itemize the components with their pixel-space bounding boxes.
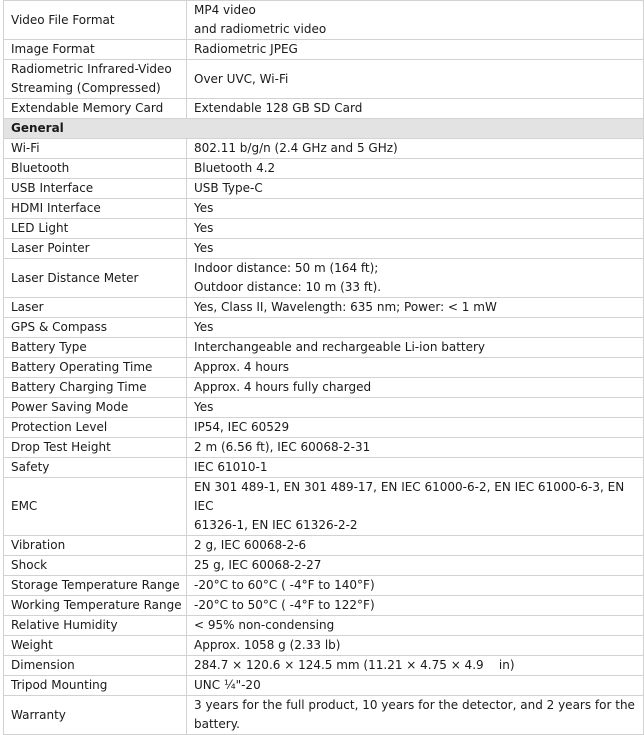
spec-label: Video File Format — [4, 1, 187, 40]
spec-label: Warranty — [4, 696, 187, 735]
spec-value-line: Outdoor distance: 10 m (33 ft). — [194, 280, 382, 294]
spec-label: Battery Type — [4, 338, 187, 358]
spec-value: -20°C to 50°C ( -4°F to 122°F) — [187, 596, 644, 616]
spec-label: LED Light — [4, 219, 187, 239]
spec-value: 284.7 × 120.6 × 124.5 mm (11.21 × 4.75 × 4.9 in) — [187, 656, 644, 676]
spec-label: Power Saving Mode — [4, 398, 187, 418]
spec-table-body — [4, 1, 644, 735]
spec-value: < 95% non-condensing — [187, 616, 644, 636]
spec-row-image-format — [4, 40, 644, 60]
spec-label: Relative Humidity — [4, 616, 187, 636]
spec-value-line: 61326-1, EN IEC 61326-2-2 — [194, 518, 358, 532]
spec-value: UNC ¼"-20 — [187, 676, 644, 696]
spec-row-weight — [4, 636, 644, 656]
spec-label: Working Temperature Range — [4, 596, 187, 616]
spec-label: Laser — [4, 298, 187, 318]
spec-value: Approx. 4 hours fully charged — [187, 378, 644, 398]
spec-value: 25 g, IEC 60068-2-27 — [187, 556, 644, 576]
spec-row-hdmi — [4, 199, 644, 219]
spec-value: 802.11 b/g/n (2.4 GHz and 5 GHz) — [187, 139, 644, 159]
spec-row-drop-test-height — [4, 438, 644, 458]
spec-row-battery-type — [4, 338, 644, 358]
spec-label: Image Format — [4, 40, 187, 60]
spec-value-line: Indoor distance: 50 m (164 ft); — [194, 261, 379, 275]
spec-row-radiometric-streaming — [4, 60, 644, 99]
spec-row-dimension — [4, 656, 644, 676]
spec-row-power-saving-mode — [4, 398, 644, 418]
spec-label: Laser Pointer — [4, 239, 187, 259]
spec-label-line: Radiometric Infrared-Video — [11, 62, 172, 76]
spec-label-line: Streaming (Compressed) — [11, 81, 161, 95]
spec-label: Storage Temperature Range — [4, 576, 187, 596]
spec-value: 2 g, IEC 60068-2-6 — [187, 536, 644, 556]
spec-value: Approx. 1058 g (2.33 lb) — [187, 636, 644, 656]
spec-value: Yes — [187, 398, 644, 418]
spec-row-vibration — [4, 536, 644, 556]
spec-label — [4, 60, 187, 99]
spec-value-line: MP4 video — [194, 3, 256, 17]
spec-value: Approx. 4 hours — [187, 358, 644, 378]
spec-row-working-temperature — [4, 596, 644, 616]
spec-value: USB Type-C — [187, 179, 644, 199]
spec-value: IP54, IEC 60529 — [187, 418, 644, 438]
spec-value: Over UVC, Wi-Fi — [187, 60, 644, 99]
spec-value — [187, 478, 644, 536]
spec-label: Bluetooth — [4, 159, 187, 179]
spec-label: Extendable Memory Card — [4, 99, 187, 119]
spec-row-storage-temperature — [4, 576, 644, 596]
spec-row-battery-operating-time — [4, 358, 644, 378]
section-header-general — [4, 119, 644, 139]
spec-label: Weight — [4, 636, 187, 656]
spec-label: Drop Test Height — [4, 438, 187, 458]
spec-label: Battery Operating Time — [4, 358, 187, 378]
spec-value: Yes — [187, 199, 644, 219]
spec-value: Yes — [187, 318, 644, 338]
spec-row-memory-card — [4, 99, 644, 119]
spec-row-video-file-format — [4, 1, 644, 40]
spec-value: Interchangeable and rechargeable Li-ion battery — [187, 338, 644, 358]
spec-value: Bluetooth 4.2 — [187, 159, 644, 179]
spec-label: Wi-Fi — [4, 139, 187, 159]
spec-row-relative-humidity — [4, 616, 644, 636]
spec-value: 2 m (6.56 ft), IEC 60068-2-31 — [187, 438, 644, 458]
spec-value: Yes — [187, 219, 644, 239]
spec-value — [187, 259, 644, 298]
spec-label: GPS & Compass — [4, 318, 187, 338]
spec-value: Extendable 128 GB SD Card — [187, 99, 644, 119]
spec-value-line: 3 years for the full product, 10 years for the detector, and 2 years for the — [194, 698, 635, 712]
spec-value-line: EN 301 489-1, EN 301 489-17, EN IEC 61000-6-2, EN IEC 61000-6-3, EN IEC — [194, 480, 625, 513]
spec-value: Yes — [187, 239, 644, 259]
spec-label: USB Interface — [4, 179, 187, 199]
spec-value-line: battery. — [194, 717, 240, 731]
spec-label: EMC — [4, 478, 187, 536]
spec-value: -20°C to 60°C ( -4°F to 140°F) — [187, 576, 644, 596]
spec-value-line: and radiometric video — [194, 22, 327, 36]
spec-row-gps-compass — [4, 318, 644, 338]
spec-value — [187, 1, 644, 40]
spec-row-wifi — [4, 139, 644, 159]
spec-row-laser-pointer — [4, 239, 644, 259]
spec-label: Safety — [4, 458, 187, 478]
spec-label: Dimension — [4, 656, 187, 676]
spec-row-shock — [4, 556, 644, 576]
spec-label: Tripod Mounting — [4, 676, 187, 696]
spec-row-battery-charging-time — [4, 378, 644, 398]
spec-row-bluetooth — [4, 159, 644, 179]
spec-value: IEC 61010-1 — [187, 458, 644, 478]
spec-value: Radiometric JPEG — [187, 40, 644, 60]
spec-row-led-light — [4, 219, 644, 239]
spec-label: Protection Level — [4, 418, 187, 438]
spec-row-safety — [4, 458, 644, 478]
spec-row-protection-level — [4, 418, 644, 438]
spec-table — [3, 0, 644, 735]
spec-label: Shock — [4, 556, 187, 576]
spec-label: HDMI Interface — [4, 199, 187, 219]
spec-row-usb — [4, 179, 644, 199]
spec-value: Yes, Class II, Wavelength: 635 nm; Power: < 1 mW — [187, 298, 644, 318]
spec-value — [187, 696, 644, 735]
spec-row-laser-distance-meter — [4, 259, 644, 298]
spec-row-laser — [4, 298, 644, 318]
spec-row-tripod-mounting — [4, 676, 644, 696]
spec-row-emc — [4, 478, 644, 536]
spec-label: Vibration — [4, 536, 187, 556]
spec-row-warranty — [4, 696, 644, 735]
section-title: General — [4, 119, 644, 139]
spec-label: Battery Charging Time — [4, 378, 187, 398]
spec-label: Laser Distance Meter — [4, 259, 187, 298]
